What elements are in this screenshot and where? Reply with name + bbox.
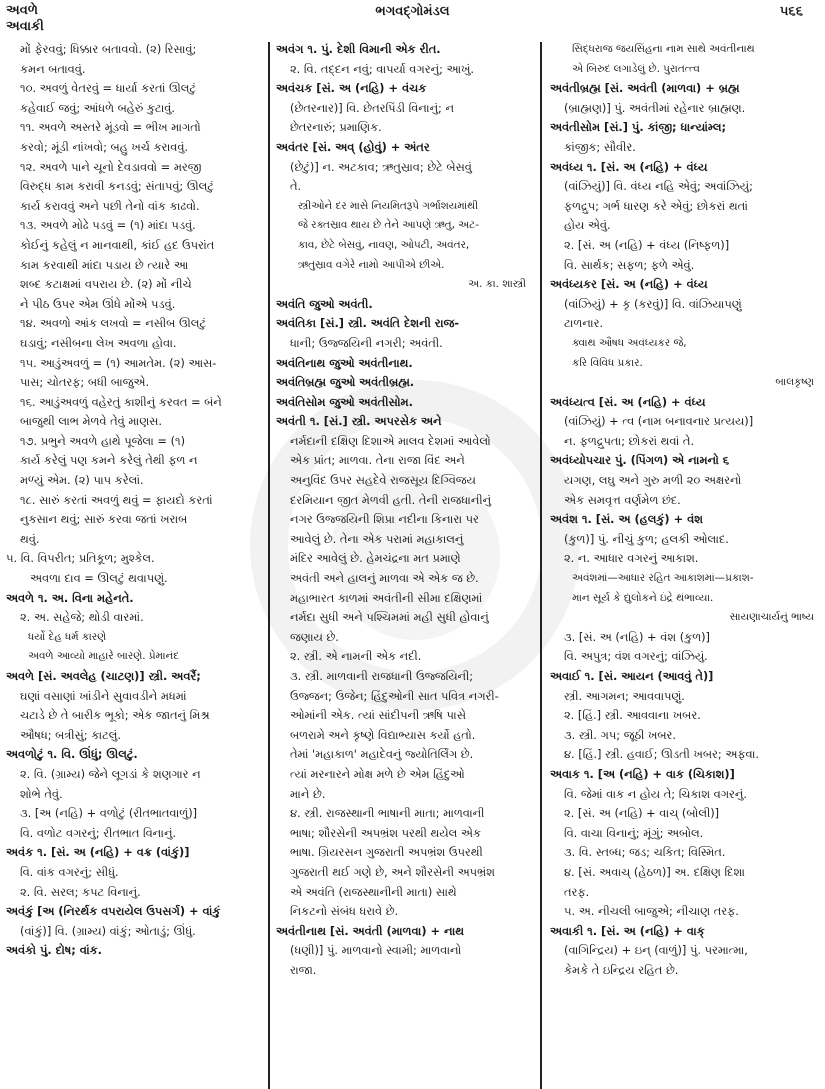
entry-headword-line: અવંતિકા [સં.] સ્ત્રી. અવંતિ દેશની રાજ- <box>276 316 459 331</box>
citation-source: સાયણાચાર્યનું ભાષ્ય <box>729 611 814 624</box>
definition-line: નગર ઉજ્જયિની શિપ્રા નદીના કિનારા પર <box>290 512 479 527</box>
definition-line: ૧૬. આડુંઅવળું વહેરતું કાશીનું કરવત = બંને <box>20 394 222 409</box>
definition-line: બાજુથી લાભ મેળવે તેવું માણસ. <box>20 414 162 429</box>
definition-line: વિ. વાચા વિનાનું; મૂંગું; અબોલ. <box>564 825 704 840</box>
citation-source: બાલકૃષ્ણ <box>775 376 814 389</box>
definition-line: દરમિયાન જીત મેળવી હતી. તેની રાજધાનીનું <box>290 492 492 507</box>
definition-line: ૨. વિ. સરલ; કપટ વિનાનું. <box>20 884 141 899</box>
definition-line: ૨. વિ. (ગ્રામ્ય) જેને લૂગડાં કે શણગાર ન <box>20 766 201 781</box>
definition-line: ઘણાં વસાણાં ખાંડીને સુવાવડીને મધમાં <box>20 688 187 703</box>
quotation-line: ક્વાથ ઔષધ અવંધ્યકર જે, <box>572 336 687 349</box>
running-title: ભગવદ્ગોમંડલ <box>375 4 450 19</box>
definition-line: ૪. [સં. અવાચ્ (હેઠળ)] અ. દક્ષિણ દિશા <box>564 864 745 879</box>
definition-line: ૫. વિ. વિપરીત; પ્રતિકૂળ; મુશ્કેલ. <box>6 551 155 566</box>
definition-line: (વાંઝિયું) + ત્વ (નામ બનાવનાર પ્રત્યય)] <box>564 414 754 429</box>
entry-headword-line: અવંકો પું. દોષ; વાંક. <box>6 943 103 958</box>
entry-headword-line: અવંતીનાથ [સં. અવંતી (માળવા) + નાથ <box>276 923 465 938</box>
definition-line: કાર્ય કરાવવું અને પછી તેનો વાંક કાઢવો. <box>20 198 200 213</box>
definition-line: ૨. [સં. અ (નહિ) + વાચ્ (બોલી)] <box>564 806 720 821</box>
definition-line: નર્મદા સુધી અને પશ્ચિમમાં મહી સુધી હોવાનું <box>290 610 489 625</box>
entry-headword-line: અવળે [સં. અવલેહ (ચાટણ)] સ્ત્રી. અવરૈં; <box>6 669 201 683</box>
entry-headword-line: અવાક ૧. [અ (નહિ) + વાક (ચિકાશ)] <box>550 766 735 781</box>
definition-line: એક સમવૃત્ત વર્ણમેળ છંદ. <box>564 492 681 507</box>
entry-headword-line: અવંકું [અ (નિરર્થક વપરાયેલ ઉપસર્ગ) + વાંકું <box>6 904 221 919</box>
entry-headword-line: અવંતિબ્રહ્મ જુઓ અવંતીબ્રહ્મ. <box>276 375 415 390</box>
definition-line: (વાંકું)] વિ. (ગ્રામ્ય) વાંકું; ઓતાડું; ઊંધું. <box>20 923 196 938</box>
entry-headword-line: અવળોટું ૧. વિ. ઊંધું; ઊલટું. <box>6 747 138 762</box>
definition-line: એક પ્રાંત; માળવા. તેના રાજા વિંદ અને <box>290 453 465 468</box>
definition-line: ૧૪. અવળો આંક લખવો = નસીબ ઊલટું <box>20 316 206 331</box>
definition-line: વિરુદ્ધ કામ કરાવી કનડવું; સંતાપવું; ઊલટું <box>20 179 214 194</box>
entry-headword-line: અવંધ્ય ૧. [સં. અ (નહિ) + વંધ્ય <box>550 159 708 174</box>
definition-line: કહેવાઈ જવું; આંધળે બહેરું કુટાવું. <box>20 100 175 115</box>
entry-headword-line: અવંગ ૧. પું. દેશી વિમાની એક રીત. <box>276 42 441 56</box>
definition-line: નુકસાન થવું; સારું કરવા જતાં ખરાબ <box>20 512 188 527</box>
definition-line: ૨. ન. આધાર વગરનું આકાશ. <box>564 551 699 566</box>
entry-headword-line: અવંતિસોમ જુઓ અવંતીસોમ. <box>276 394 413 409</box>
definition-line: (ધણી)] પું. માળવાનો સ્વામી; માળવાનો <box>290 943 462 958</box>
entry-headword-line: અવંતિનાથ જુઓ અવંતીનાથ. <box>276 355 413 370</box>
definition-line: વિ. સાર્થક; સફળ; ફળે એવું. <box>564 257 695 272</box>
definition-line: જણાય છે. <box>290 629 339 644</box>
quotation-line: ઋતુસ્રાવ વગેરે નામો આપીએ છીએ. <box>298 258 445 271</box>
definition-line: યગણ, લઘુ અને ગુરુ મળી ૨૦ અક્ષરનો <box>564 473 742 488</box>
definition-line: ભાષા. ગ્રિયરસન ગુજરાતી અપભ્રંશ ઉપરથી <box>290 845 483 860</box>
definition-line: ૧૦. અવળું વેતરવું = ધાર્યા કરતાં ઊલટું <box>20 81 196 96</box>
definition-line: ૧૭. પ્રભુને અવળે હાથે પૂજેલા = (૧) <box>20 433 186 448</box>
definition-line: ન. ફળદ્રુપતા; છોકરાં થવાં તે. <box>564 433 695 448</box>
definition-line: માને છે. <box>290 786 326 801</box>
definition-line: (છેતરનાર)] વિ. છેતરપિંડી વિનાનું; ન <box>290 100 454 115</box>
definition-line: મોં ફેરવવું; ધિક્કાર બતાવવો. (૨) રિસાવું; <box>20 42 197 56</box>
definition-line: મહાભારત કાળમાં અવંતીની સીમા દક્ષિણમાં <box>290 590 483 605</box>
definition-line: (વાંઝિયું) + કૃ (કરવું)] વિ. વાંઝિયાપણું <box>564 296 742 311</box>
entry-headword-line: અવાકી ૧. [સં. અ (નહિ) + વાક્ <box>550 923 705 938</box>
quotation-line: જે રક્તસ્રાવ થાય છે તેને આપણે ઋતુ, અટ- <box>298 219 479 232</box>
definition-line: અવળા દાવ = ઊલટું થવાપણું. <box>30 571 168 586</box>
definition-line: ૨. અ. સહેજે; થોડી વારમાં. <box>20 610 144 625</box>
definition-line: કરવો; મૂંડી નાંખવો; બહુ ખર્ચ કરાવવું. <box>20 139 189 154</box>
definition-line: વિ. વાંક વગરનું; સીધું. <box>20 864 119 879</box>
definition-line: નિકટનો સંબંધ ધરાવે છે. <box>290 904 399 919</box>
quotation-line: ધર્યો દેહ ધર્મ કારણે <box>28 630 107 643</box>
definition-line: ૩. [અ (નહિ) + વળોટું (રીતભાતવાળું)] <box>20 806 198 821</box>
entry-headword-line: અવળે ૧. અ. વિના મહેનતે. <box>6 590 134 605</box>
dictionary-columns <box>0 40 825 1089</box>
citation-source: અ. કા. શાસ્ત્રી <box>468 278 526 291</box>
definition-line: કાંજીક; સૌવીર. <box>564 139 636 154</box>
definition-line: ને પીઠ ઉપર એમ ઊંધે મોંએ પડવું. <box>20 296 176 311</box>
entry-headword-line: અવંધ્યકર [સં. અ (નહિ) + વંધ્ય <box>550 277 708 292</box>
definition-line: ૩. વિ. સ્તબ્ધ; જડ; ચકિત; વિસ્મિત. <box>564 845 726 860</box>
definition-line: (કુળ)] પું. નીચું કુળ; હલકી ઓલાદ. <box>564 531 729 546</box>
definition-line: વિ. અપુત્ર; વંશ વગરનું; વાંઝિયું. <box>564 649 708 664</box>
definition-line: ટાળનાર. <box>564 316 604 331</box>
entry-headword-line: અવંધ્યોપચાર પું. (પિંગળ) એ નામનો ૬ <box>550 453 730 468</box>
definition-line: ૪. સ્ત્રી. રાજસ્થાની ભાષાની માતા; માળવાની <box>290 806 485 821</box>
definition-line: શોભે તેવું. <box>20 786 63 801</box>
entry-headword-line: અવંધ્યત્વ [સં. અ (નહિ) + વંધ્ય <box>550 394 706 409</box>
entry-headword-line: અવંક ૧. [સં. અ (નહિ) + વક્ર (વાંકું)] <box>6 845 190 860</box>
definition-line: (બ્રાહ્મણ)] પું. અવંતીમાં રહેનાર બ્રાહ્મણ. <box>564 100 746 115</box>
entry-headword-line: અવાઈ ૧. [સં. આયન (આવવું તે)] <box>550 669 714 683</box>
definition-line: નર્મદાની દક્ષિણ દિશાએ માલવ દેશમાં આવેલો <box>290 433 491 448</box>
page-number: ૫૬૬ <box>779 4 803 19</box>
definition-line: ૨. [હિં.] સ્ત્રી. આવવાના ખબર. <box>564 708 701 723</box>
definition-line: કેમકે તે ઇન્દ્રિય રહિત છે. <box>564 962 679 977</box>
definition-line: કમન બતાવવું. <box>20 61 86 76</box>
definition-line: ૫. અ. નીચલી બાજુએ; નીચાણ તરફ. <box>564 904 739 919</box>
column-2 <box>276 40 530 1085</box>
definition-line: ગુજરાતી થઈ ગણે છે, અને શૌરસેની અપભ્રંશ <box>290 864 495 879</box>
column-1 <box>6 40 264 1085</box>
definition-line: ૧૧. અવળે અસ્તરે મૂંડવો = ભીખ માગતો <box>20 120 201 135</box>
definition-line: અનુવિંદ ઉપર સહદેવે રાજસૂય દિગ્વિજય <box>290 473 476 488</box>
definition-line: (વાગિન્દ્રિય) + ઇન્ (વાળું)] પું. પરમાત્મા, <box>564 943 748 958</box>
definition-line: થવું. <box>20 531 40 546</box>
definition-line: રાજા. <box>290 962 317 977</box>
definition-line: હોય એવું. <box>564 218 611 233</box>
entry-headword-line: અવંશ ૧. [સં. અ (હલકું) + વંશ <box>550 512 703 527</box>
definition-line: કાર્ય કરેલું પણ કમને કરેલું તેથી ફળ ન <box>20 453 198 468</box>
definition-line: ભાષા; શૌરસેની અપભ્રંશ પરથી થયેલ એક <box>290 825 481 840</box>
entry-headword-line: અવંતીબ્રહ્મ [સં. અવંતી (માળવા) + બ્રહ્મ <box>550 81 740 96</box>
guide-word-last: અવાકી <box>6 19 44 34</box>
definition-line: છેતરનારું; પ્રમાણિક. <box>290 120 382 135</box>
entry-headword-line: અવંતર [સં. અવ્ (હોવું) + અંતર <box>276 139 430 154</box>
quotation-line: કાવ, છેટે બેસવું, નાવણ, ઓપટી, અવંતર, <box>298 238 470 251</box>
definition-line: ૪. [હિં.] સ્ત્રી. હવાઈ; ઊડતી ખબર; અફવા. <box>564 747 760 762</box>
definition-line: ફળદ્રુપ; ગર્ભ ધારણ કરે એવું; છોકરાં થતાં <box>564 198 748 213</box>
definition-line: ઔષધ; બત્રીસું; કાટલું. <box>20 727 121 742</box>
entry-headword-line: અવંતીસોમ [સં.] પું. કાંજી; ધાન્યાંમ્લ; <box>550 120 726 135</box>
definition-line: ત્યાં મરનારને મોક્ષ મળે છે એમ હિંદુઓ <box>290 766 465 781</box>
definition-line: મંદિર આવેલું છે. હેમચંદ્રના મત પ્રમાણે <box>290 551 461 566</box>
definition-line: ૨. સ્ત્રી. એ નામની એક નદી. <box>290 649 422 664</box>
definition-line: ૩. સ્ત્રી. ગપ; જૂઠી ખબર. <box>564 727 677 742</box>
definition-line: ૨. વિ. તદ્દન નવું; વાપર્યા વગરનું; આખું. <box>290 61 475 76</box>
entry-headword-line: અવંતી ૧. [સં.] સ્ત્રી. અપરસેક અને <box>276 414 442 429</box>
definition-line: ચટાડે છે તે બારીક ભૂકો; એક જાતનું મિશ્ર <box>20 708 210 723</box>
quotation-line: માન સૂર્ય કે દ્યુલોકને ઇંદ્રે થંભાવ્યા. <box>572 591 714 604</box>
definition-line: અવંતી અને હાલનું માળવા એ એક જ છે. <box>290 571 479 586</box>
definition-line: શબ્દ કટાક્ષમાં વપરાય છે. (૨) મોં નીચે <box>20 277 192 292</box>
definition-line: ૩. સ્ત્રી. માળવાની રાજધાની ઉજ્જયિની; <box>290 669 474 683</box>
definition-line: એ અવંતિ (રાજસ્થાનીની માતા) સાથે <box>290 884 457 899</box>
definition-line: સ્ત્રી. આગમન; આવવાપણું. <box>564 688 685 703</box>
definition-line: ૧૩. અવળે મોઢે પડવું = (૧) માંદા પડવું. <box>20 218 196 233</box>
definition-line: (છેટું)] ન. અટકાવ; ઋતુસ્રાવ; છેટે બેસવું <box>290 159 472 174</box>
definition-line: ૧૫. આડુંઅવળું = (૧) આમતેમ. (૨) આસ- <box>20 355 217 370</box>
quotation-line: કરિ વિવિધ પ્રકાર. <box>572 356 643 369</box>
definition-line: ઓમાંની એક. ત્યાં સાંદીપની ઋષિ પાસે <box>290 708 466 723</box>
definition-line: ઘડાવું; નસીબના લેખ અવળા હોવા. <box>20 335 177 350</box>
page-header <box>0 0 825 42</box>
definition-line: વિ. વળોટ વગરનું; રીતભાત વિનાનું. <box>20 825 177 840</box>
entry-headword-line: અવંચક [સં. અ (નહિ) + વંચક <box>276 81 427 96</box>
definition-line: ઉજ્જન; ઉજેન; હિંદુઓની સાત પવિત્ર નગરી- <box>290 688 499 703</box>
definition-line: તે. <box>290 179 302 194</box>
definition-line: આવેલું છે. તેના એક પરામાં મહાકાલનું <box>290 531 464 546</box>
definition-line: ૨. [સં. અ (નહિ) + વંધ્ય (નિષ્ફળ)] <box>564 237 730 252</box>
definition-line: તેમાં 'મહાકાળ' મહાદેવનું જ્યોતિર્લિંગ છે. <box>290 747 474 762</box>
definition-line: ૧૮. સારું કરતાં અવળું થવું = ફાયદો કરતાં <box>20 492 213 507</box>
definition-line: ૧૨. અવળે પાને ચૂનો દેવડાવવો = મરજી <box>20 159 202 174</box>
quotation-line: સ્ત્રીઓને દર માસે નિયમિતરૂપે ગર્ભાશયમાંથી <box>298 199 479 212</box>
definition-line: મળ્યું એમ. (૨) પાપ કરેલાં. <box>20 473 144 488</box>
definition-line: ધાની; ઉજ્જયિની નગરી; અવંતી. <box>290 335 443 350</box>
definition-line: બળરામે અને કૃષ્ણે વિદ્યાભ્યાસ કર્યો હતો. <box>290 727 476 742</box>
definition-line: (વાંઝિયું)] વિ. વંધ્ય નહિ એવું; અવાંઝિયું; <box>564 179 753 194</box>
definition-line: ૩. [સં. અ (નહિ) + વંશ (કુળ)] <box>564 629 710 644</box>
entry-headword-line: અવંતિ જુઓ અવંતી. <box>276 296 373 311</box>
definition-line: કામ કરવાથી માંદા પડાય છે ત્યારે આ <box>20 257 189 272</box>
definition-line: તરફ. <box>564 884 590 899</box>
quotation-line: અવંશમાં—આધાર રહિત આકાશમાં—પ્રકાશ- <box>572 572 754 585</box>
quotation-line: સિદ્ધરાજ જયસિંહના નામ સાથે અવંતીનાથ <box>572 43 755 55</box>
definition-line: પાસ; ચોતરફ; બધી બાજુએ. <box>20 375 150 390</box>
guide-word-first: અવળે <box>6 3 38 18</box>
quotation-line: એ બિરુદ લગાડેલું છે. પુરાતત્ત્વ <box>572 62 700 75</box>
definition-line: વિ. જેમાં વાક ન હોય તે; ચિકાશ વગરનું. <box>564 786 748 801</box>
column-3 <box>550 40 818 1085</box>
definition-line: કોઈનું કહેલું ન માનવાથી, કાંઈ હદ ઉપરાંત <box>20 237 215 252</box>
quotation-line: અવળે આવ્યો માહારે બારણે. પ્રેમાનંદ <box>28 650 180 663</box>
